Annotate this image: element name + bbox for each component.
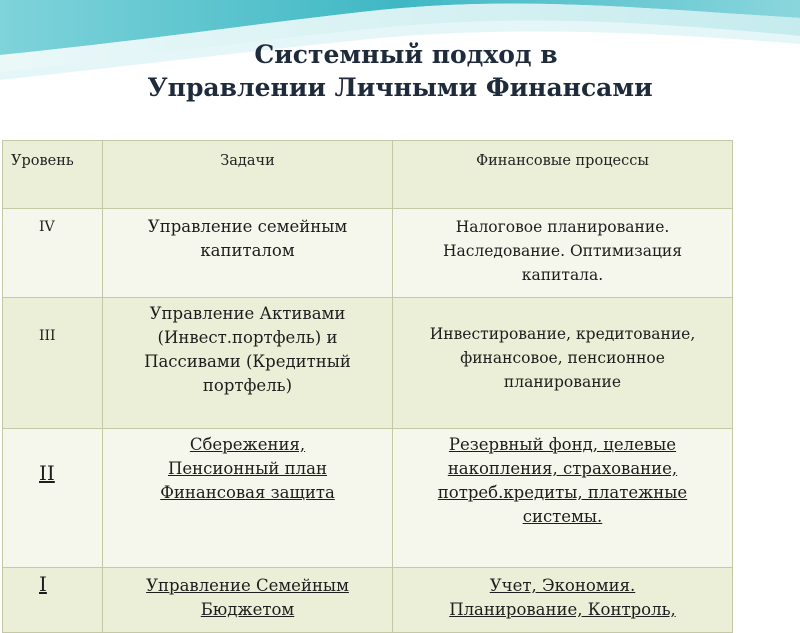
title-line-2: Управлении Личными Финансами — [147, 73, 653, 102]
process-cell — [393, 568, 733, 633]
process-line: Наследование. Оптимизация — [442, 242, 683, 260]
process-line: Учет, Экономия. — [489, 576, 636, 595]
title-line-1: Системный подход в — [254, 40, 558, 69]
table-header-row — [3, 141, 733, 209]
level-cell: III — [3, 298, 103, 429]
process-line: Планирование, Контроль, — [449, 600, 676, 619]
level-cell: II — [3, 429, 103, 568]
process-line: финансовое, пенсионное — [460, 349, 665, 367]
process-line: Резервный фонд, целевые — [448, 435, 677, 454]
table-row — [3, 298, 733, 429]
level-cell: IV — [3, 209, 103, 298]
table-row — [3, 568, 733, 633]
task-cell — [103, 209, 393, 298]
table-row — [3, 209, 733, 298]
finance-table — [2, 140, 733, 633]
task-line: Бюджетом — [200, 600, 295, 619]
header-processes: Финансовые процессы — [393, 141, 733, 209]
process-cell — [393, 209, 733, 298]
task-line: Пенсионный план — [167, 459, 327, 478]
task-line: Сбережения, — [189, 435, 306, 454]
header-tasks: Задачи — [103, 141, 393, 209]
task-cell — [103, 298, 393, 429]
process-line: системы. — [522, 507, 603, 526]
task-line: Управление Семейным — [146, 576, 349, 595]
header-level: Уровень — [3, 141, 103, 209]
task-line: Управление Активами — [149, 304, 346, 323]
process-line: Инвестирование, кредитование, — [429, 325, 696, 343]
task-cell — [103, 429, 393, 568]
task-line: Управление семейным — [147, 217, 348, 236]
page-title — [0, 38, 800, 104]
task-line: портфель) — [202, 376, 293, 395]
process-line: Налоговое планирование. — [455, 218, 670, 236]
task-line: (Инвест.портфель) и — [157, 328, 338, 347]
process-line: накопления, страхование, — [447, 459, 678, 478]
task-line: капиталом — [200, 241, 295, 260]
process-line: капитала. — [521, 266, 604, 284]
process-cell — [393, 298, 733, 429]
level-cell: I — [3, 568, 103, 633]
task-line: Пассивами (Кредитный — [144, 352, 351, 371]
table-row — [3, 429, 733, 568]
process-cell — [393, 429, 733, 568]
task-line: Финансовая защита — [160, 483, 335, 502]
task-cell — [103, 568, 393, 633]
process-line: потреб.кредиты, платежные — [437, 483, 688, 502]
process-line: планирование — [503, 373, 622, 391]
